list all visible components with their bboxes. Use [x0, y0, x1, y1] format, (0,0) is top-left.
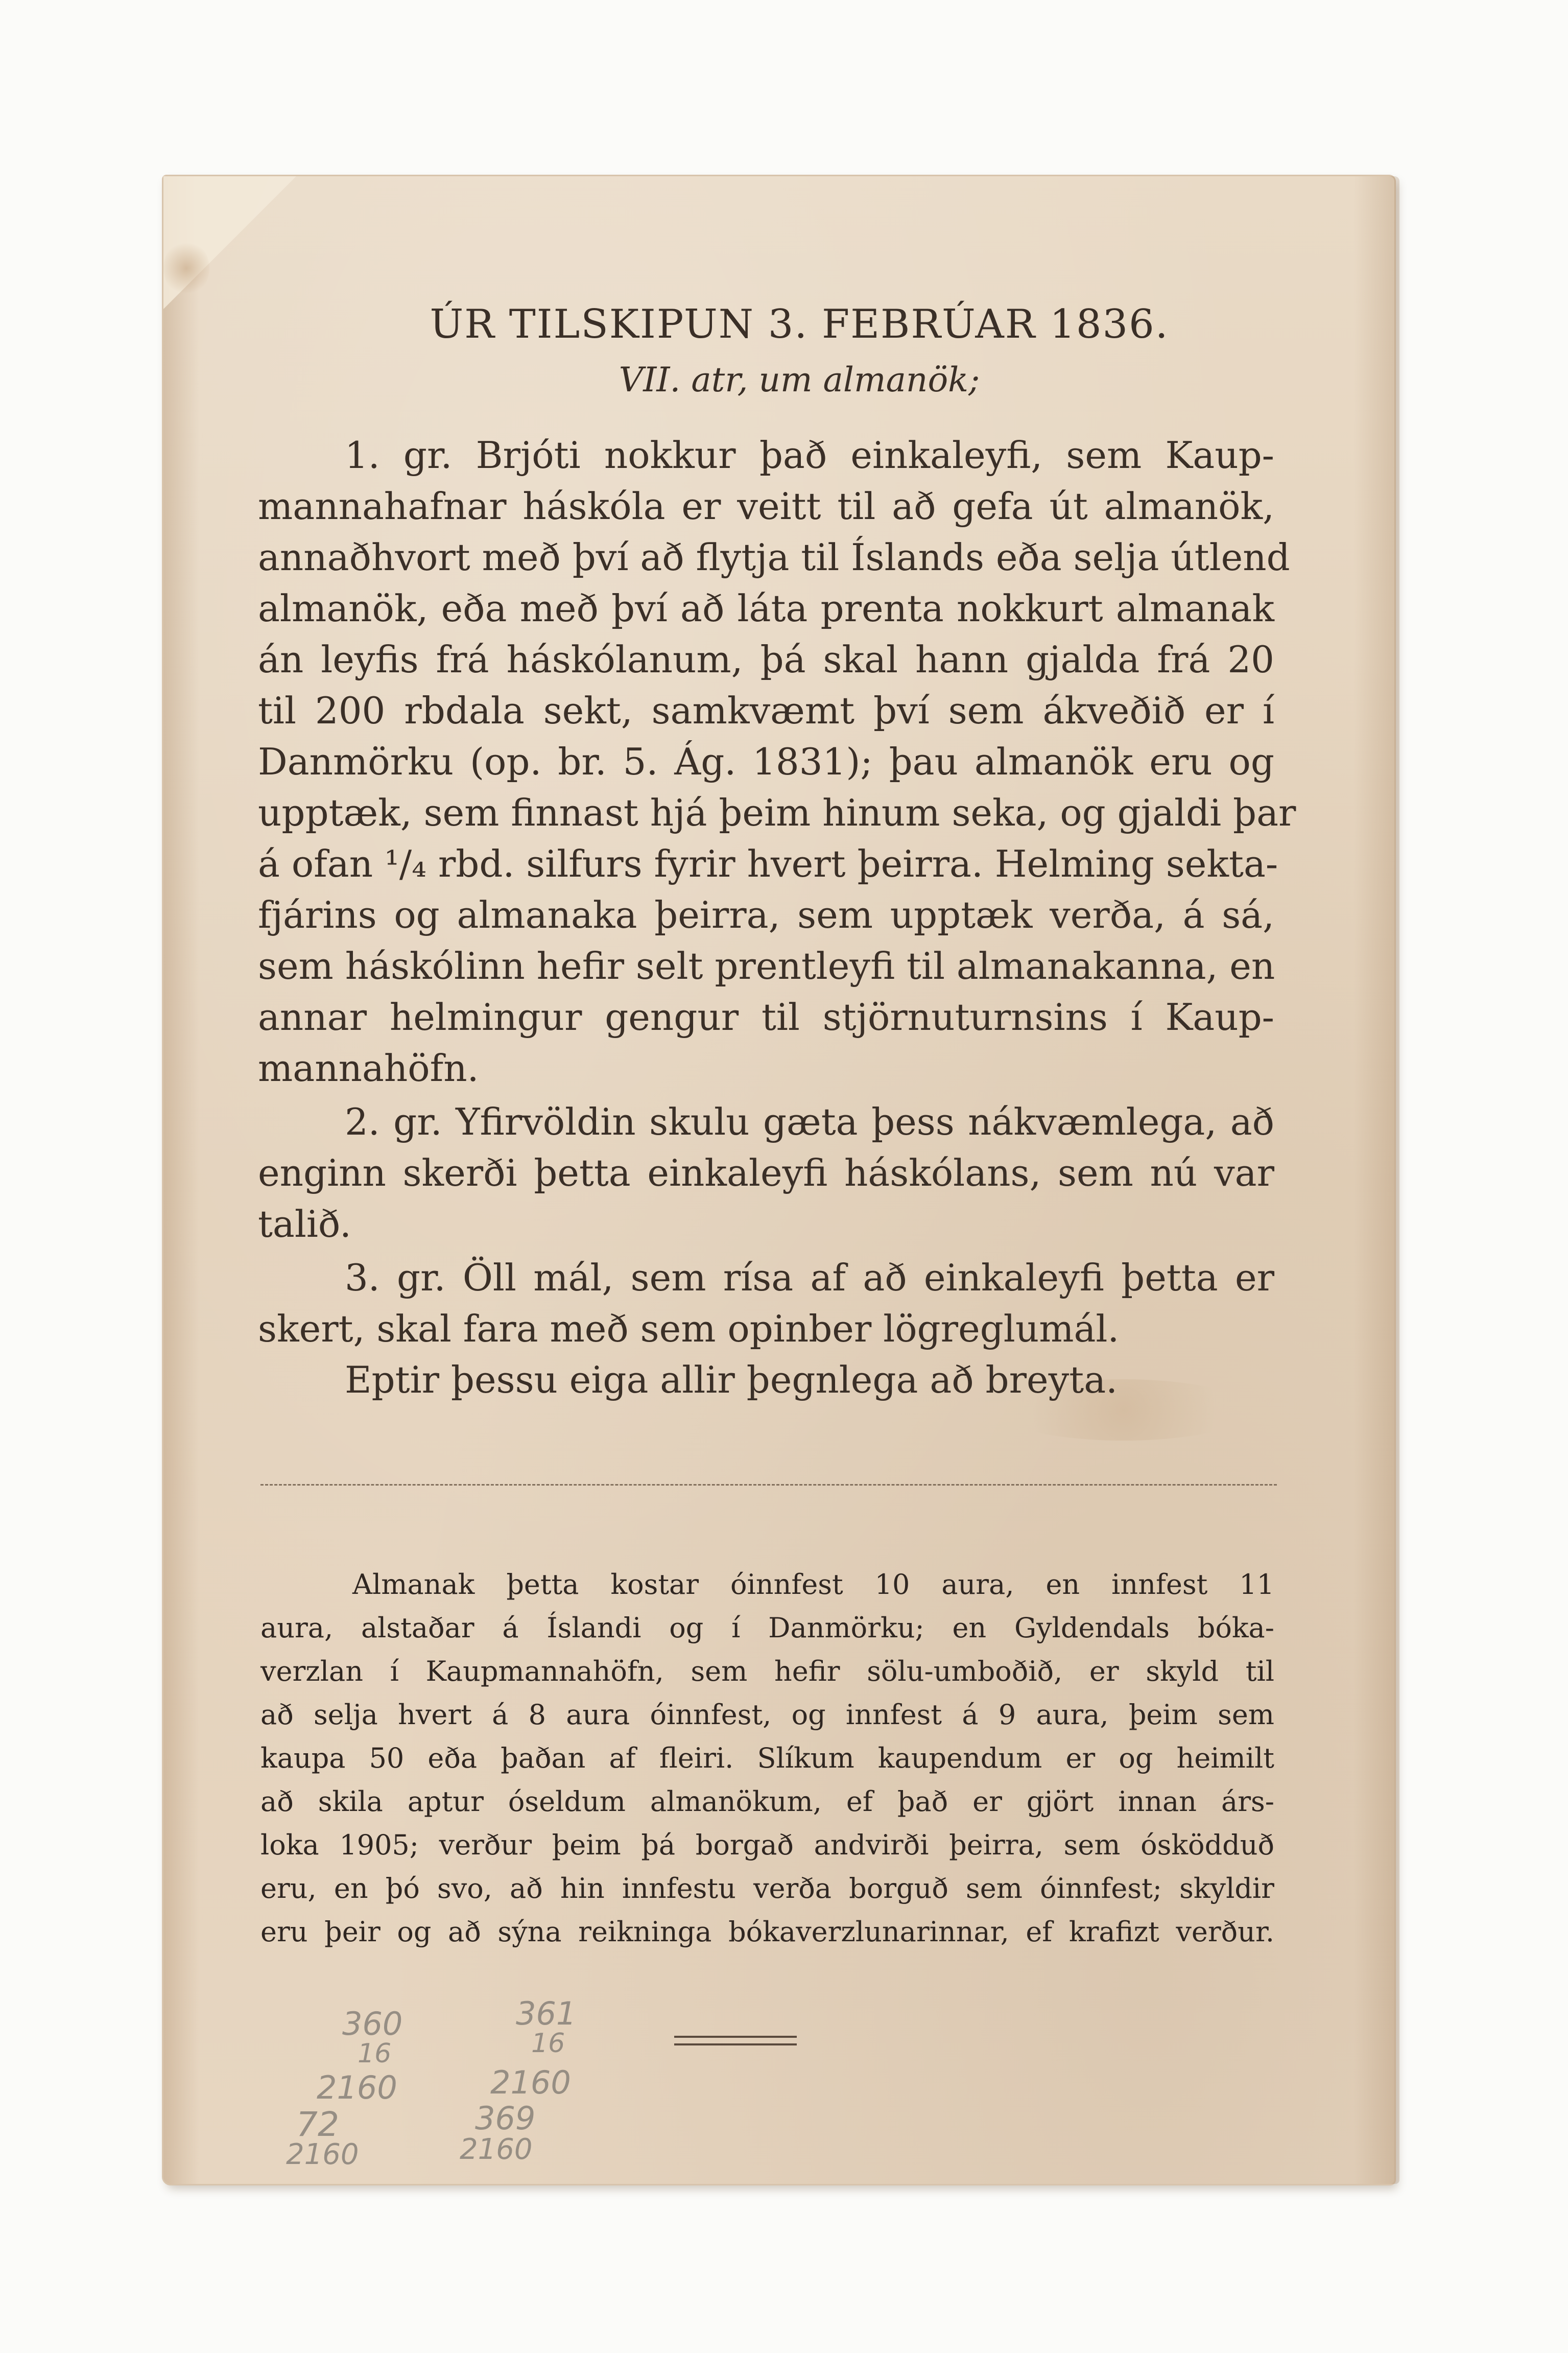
rust-stain	[163, 240, 209, 296]
pencil-note: 2160	[317, 2069, 397, 2106]
pencil-note: 16	[358, 2038, 392, 2069]
price-notice-line: verzlan í Kaupmannahöfn, sem hefir sölu-umboðið, er skyld til	[260, 1655, 1274, 1687]
article-1-line: annaðhvort með því að flytja til Íslands eða selja útlend	[258, 536, 1290, 579]
closing-line: Eptir þessu eiga allir þegnlega að breyta.	[345, 1358, 1118, 1401]
article-2-line: enginn skerði þetta einkaleyfi háskólans, sem nú var	[258, 1151, 1274, 1194]
pencil-note: 361	[516, 1995, 577, 2032]
article-2-line: talið.	[258, 1203, 351, 1245]
article-2-line: 2. gr. Yfirvöldin skulu gæta þess nákvæmlega, að	[345, 1100, 1274, 1143]
price-notice-line: loka 1905; verður þeim þá borgað andvirði þeirra, sem ósködduð	[260, 1829, 1274, 1861]
article-1-line: til 200 rbdala sekt, samkvæmt því sem ákveðið er í	[258, 689, 1274, 732]
page-spine-shadow	[163, 176, 199, 2184]
pencil-note: 72	[296, 2105, 339, 2144]
article-1-line: upptæk, sem finnast hjá þeim hinum seka, og gjaldi þar	[258, 791, 1296, 834]
pencil-note: 369	[475, 2100, 536, 2137]
article-1-line: sem háskólinn hefir selt prentleyfi til almanakanna, en	[258, 945, 1275, 987]
page-subheading: VII. atr, um almanök;	[619, 360, 980, 399]
price-notice-line: eru, en þó svo, að hin innfestu verða borguð sem óinnfest; skyldir	[260, 1872, 1274, 1904]
article-1-line: á ofan ¹/₄ rbd. silfurs fyrir hvert þeirra. Helming sekta-	[258, 842, 1278, 885]
article-1-line: án leyfis frá háskólanum, þá skal hann gjalda frá 20	[258, 638, 1274, 681]
price-notice-line: eru þeir og að sýna reikninga bókaverzlunarinnar, ef krafizt verður.	[260, 1916, 1274, 1948]
article-3-line: skert, skal fara með sem opinber lögreglumál.	[258, 1307, 1120, 1350]
price-notice-line: Almanak þetta kostar óinnfest 10 aura, en innfest 11	[352, 1568, 1274, 1601]
section-divider	[260, 1484, 1277, 1486]
price-notice-line: að selja hvert á 8 aura óinnfest, og innfest á 9 aura, þeim sem	[260, 1699, 1274, 1731]
price-notice-line: kaupa 50 eða þaðan af fleiri. Slíkum kaupendum er og heimilt	[260, 1742, 1274, 1774]
pencil-note: 2160	[460, 2133, 533, 2166]
price-notice-line: aura, alstaðar á Íslandi og í Danmörku; en Gyldendals bóka-	[260, 1612, 1274, 1644]
article-1-line: fjárins og almanaka þeirra, sem upptæk verða, á sá,	[258, 893, 1274, 936]
pencil-note: 2160	[490, 2064, 571, 2101]
end-rule	[674, 2043, 797, 2045]
article-1-line: mannahafnar háskóla er veitt til að gefa út almanök,	[258, 485, 1274, 528]
article-1-line: annar helmingur gengur til stjörnuturnsins í Kaup-	[258, 996, 1274, 1039]
article-1-line: Danmörku (op. br. 5. Ág. 1831); þau almanök eru og	[258, 740, 1274, 783]
end-rule	[674, 2036, 797, 2038]
article-1-line: mannahöfn.	[258, 1047, 479, 1090]
article-3-line: 3. gr. Öll mál, sem rísa af að einkaleyfi þetta er	[345, 1256, 1274, 1299]
price-notice-line: að skila aptur óseldum almanökum, ef það er gjört innan árs-	[260, 1785, 1274, 1818]
pencil-note: 360	[342, 2005, 403, 2042]
article-1-line: almanök, eða með því að láta prenta nokkurt almanak	[258, 587, 1274, 630]
page-heading: ÚR TILSKIPUN 3. FEBRÚAR 1836.	[430, 301, 1169, 347]
page-right-edge	[1353, 176, 1399, 2184]
article-1-line: 1. gr. Brjóti nokkur það einkaleyfi, sem Kaup-	[345, 434, 1274, 477]
pencil-note: 16	[531, 2028, 565, 2059]
pencil-note: 2160	[286, 2138, 359, 2171]
